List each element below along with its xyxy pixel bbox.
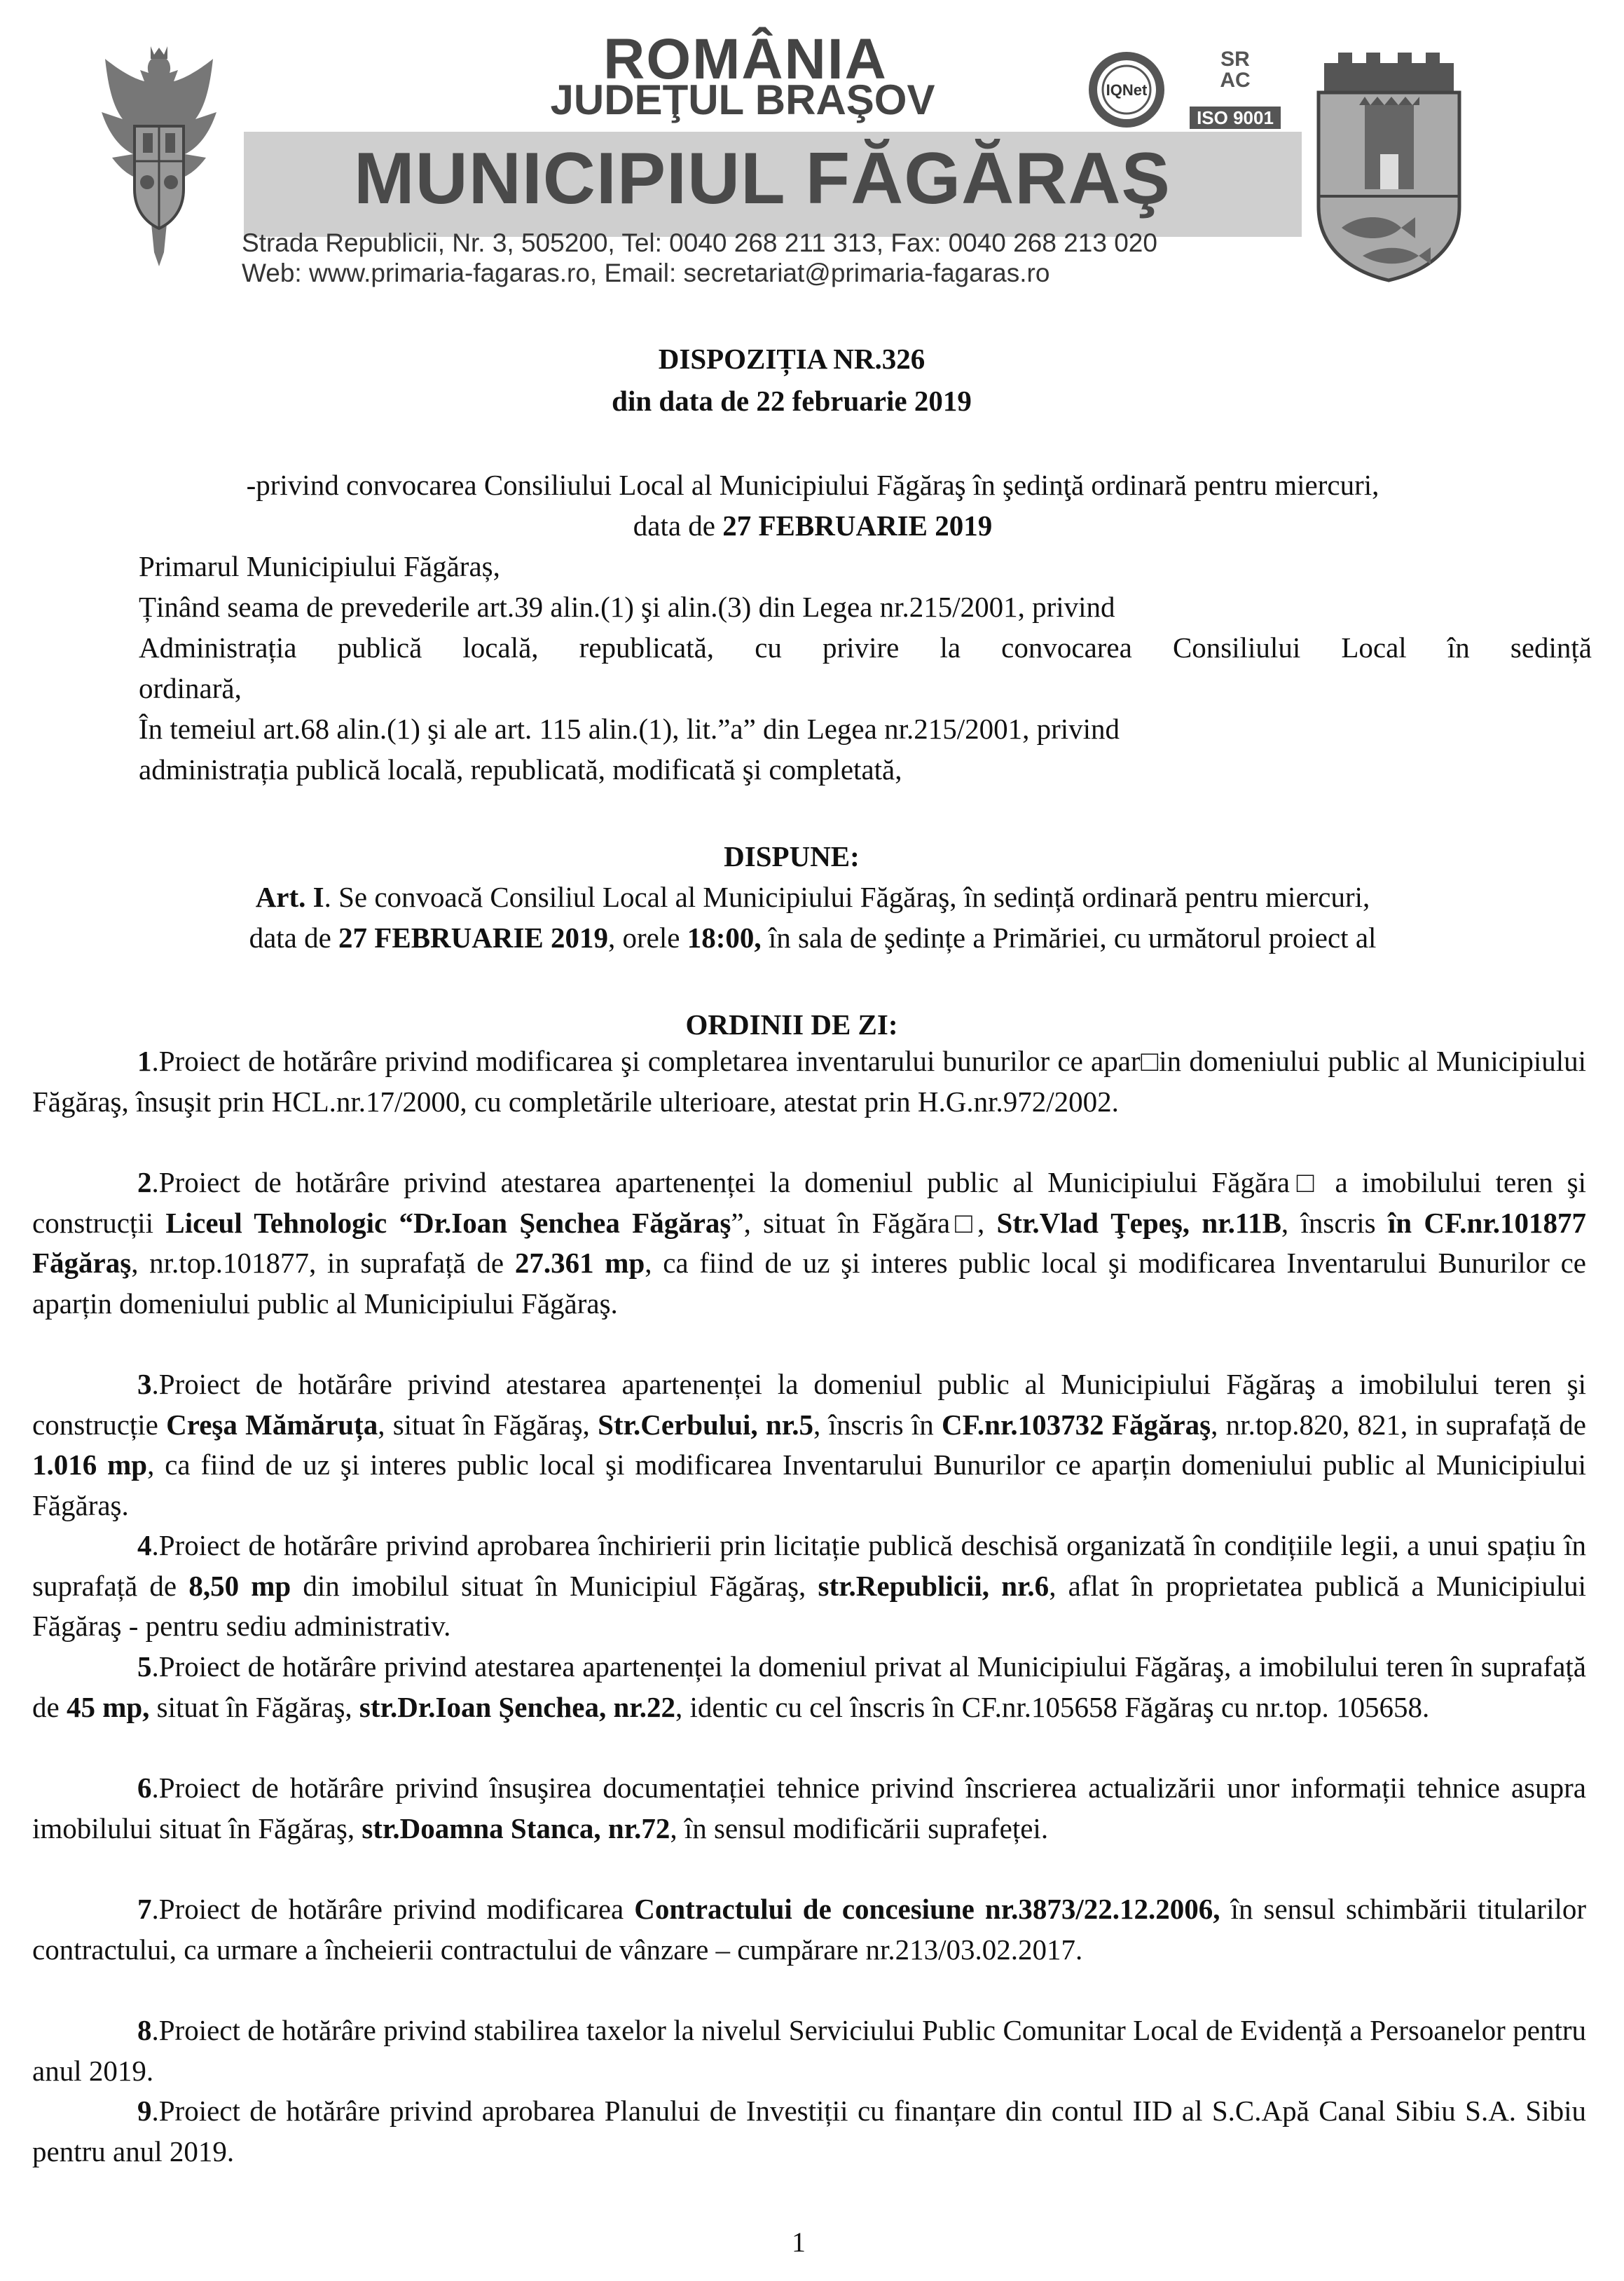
preamble-considering-cont: Administrația publică locală, republicată, cu privire la convocarea Consiliului Local în sedință [139, 631, 1592, 664]
agenda-item-bold: str.Republicii, nr.6 [818, 1569, 1050, 1602]
iqnet-label: IQNet [1106, 81, 1148, 99]
address-line: Strada Republicii, Nr. 3, 505200, Tel: 0040 268 211 313, Fax: 0040 268 213 020 [242, 228, 1157, 257]
agenda-item-3 [32, 1364, 1586, 1526]
agenda-item-bold: 8,50 mp [188, 1569, 291, 1602]
agenda-item-number: 8 [137, 2014, 152, 2046]
agenda-item-text: .Proiect de hotărâre privind aprobarea Planului de Investiții cu finanțare din contul IID al S.C.Apă Canal Sibiu S.A. Sibiu pentru anul 2019. [32, 2095, 1586, 2167]
agenda-item-bold: Str.Vlad Ţepeş, nr.11B [996, 1206, 1281, 1239]
iqnet-seal-icon [1086, 49, 1167, 130]
srac-iso-badge [1190, 49, 1281, 130]
agenda-item-text: , situat în Făgăraş, [378, 1408, 598, 1441]
agenda-item-4 [32, 1526, 1586, 1647]
article-1-time: 18:00, [687, 922, 762, 954]
agenda-item-5 [32, 1647, 1586, 1727]
article-1-date: 27 FEBRUARIE 2019 [338, 922, 609, 954]
agenda-item-text: .Proiect de hotărâre privind aprobarea închirierii prin licitație publică deschisă organizată în condițiile legii, a unui spațiu în suprafață de [32, 1529, 1586, 1602]
dispune-heading: DISPUNE: [724, 840, 860, 872]
article-1-line-2 [28, 921, 1597, 954]
iso-9001-label: ISO 9001 [1190, 107, 1281, 129]
agenda-item-bold: CF.nr.103732 Făgăraş [942, 1408, 1211, 1441]
preamble-basis-cont: administrația publică locală, republicată, modificată şi completată, [139, 753, 902, 786]
document-title: DISPOZIȚIA NR.326 [658, 343, 925, 375]
agenda-item-8 [32, 2011, 1586, 2091]
agenda-item-text: , nr.top.820, 821, in suprafață de [1211, 1408, 1586, 1441]
page-number: 1 [792, 2226, 806, 2258]
agenda-item-text: , înscris în [813, 1408, 942, 1441]
agenda-item-text: .Proiect de hotărâre privind atestarea apartenenței la domeniul privat al Municipiului Făgăraş, a imobilului teren în suprafață de [32, 1650, 1586, 1723]
agenda-item-6 [32, 1768, 1586, 1849]
agenda-item-bold: 27.361 mp [514, 1247, 645, 1279]
agenda-item-bold: Liceul Tehnologic “Dr.Ioan Şenchea Făgăraş [165, 1206, 731, 1239]
agenda-item-text: .Proiect de hotărâre privind însuşirea documentației tehnice privind înscrierea actualizării unor informații tehnice asupra imobilului situat în Făgăraş, [32, 1772, 1586, 1844]
agenda-item-bold: Contractului de concesiune nr.3873/22.12.2006, [634, 1893, 1220, 1925]
contact-block [242, 228, 1157, 288]
agenda-item-bold: 1.016 mp [32, 1448, 148, 1481]
agenda-item-number: 9 [137, 2095, 152, 2127]
article-1-line-1 [28, 880, 1597, 914]
agenda-item-number: 4 [137, 1529, 152, 1561]
agenda-item-number: 6 [137, 1772, 152, 1804]
agenda-item-2 [32, 1163, 1586, 1324]
article-1-text: . Se convoacă Consiliul Local al Municipiului Făgăraş, în sedință ordinară pentru miercuri, [324, 881, 1370, 913]
agenda-item-text: , nr.top.101877, in suprafață de [131, 1247, 515, 1279]
agenda-item-number: 1 [137, 1045, 152, 1077]
agenda-item-bold: Creşa Mămăruța [166, 1408, 378, 1441]
agenda-item-text: .Proiect de hotărâre privind atestarea apartenenței la domeniul public al Municipiului Făgăraş a imobilului teren şi construcție [32, 1368, 1586, 1441]
article-1-location: în sala de şedințe a Primăriei, cu următorul proiect al [761, 922, 1377, 954]
preamble-basis: În temeiul art.68 alin.(1) şi ale art. 115 alin.(1), lit.”a” din Legea nr.215/2001, privind [139, 713, 1120, 745]
preamble-considering: Ținând seama de prevederile art.39 alin.(1) şi alin.(3) din Legea nr.215/2001, privind [139, 591, 1115, 623]
agenda-item-1 [32, 1041, 1586, 1122]
agenda-item-number: 3 [137, 1368, 152, 1400]
county-name: JUDEŢUL BRAŞOV [550, 76, 935, 123]
agenda-item-text: în sensul schimbării titularilor contractului, ca urmare a încheierii contractului de vânzare – cumpărare nr.213/03.02.2017. [32, 1893, 1586, 1966]
iqnet-certification-badge [1086, 49, 1167, 130]
agenda-item-text: ”, situat în Făgăra□, [731, 1206, 997, 1239]
agenda-item-text: .Proiect de hotărâre privind stabilirea taxelor la nivelul Serviciului Public Comunitar Local de Evidență a Persoanelor pentru anul 2019. [32, 2014, 1586, 2087]
srac-top: SR [1220, 48, 1250, 71]
agenda-item-text: .Proiect de hotărâre privind atestarea apartenenței la domeniul public al Municipiului Făgăra□ a imobilului teren şi construcții [32, 1166, 1586, 1239]
subject-date-prefix: data de [633, 509, 723, 542]
subject-line-1: -privind convocarea Consiliului Local al Municipiului Făgăraş în şedinţă ordinară pentru miercuri, [246, 469, 1379, 501]
agenda-item-bold: 45 mp, [66, 1690, 150, 1723]
agenda-item-text: , identic cu cel înscris în CF.nr.105658 Făgăraş cu nr.top. 105658. [675, 1690, 1430, 1723]
agenda-item-bold: în CF.nr.101877 Făgăraş [32, 1206, 1586, 1279]
document-date: din data de 22 februarie 2019 [612, 385, 972, 417]
agenda-item-text: , ca fiind de uz şi interes public local şi modificarea Inventarului Bunurilor ce aparțin domeniului public al Municipiului Făgăraş. [32, 1448, 1586, 1521]
agenda-item-text: , aflat în proprietatea publică a Municipiului Făgăraş - pentru sediu administrativ. [32, 1569, 1586, 1642]
agenda-item-text: .Proiect de hotărâre privind modificarea [151, 1893, 635, 1925]
agenda-item-bold: str.Doamna Stanca, nr.72 [362, 1811, 670, 1844]
romania-coat-of-arms-icon [84, 42, 235, 273]
agenda-heading: ORDINII DE ZI: [685, 1008, 898, 1041]
agenda-item-bold: str.Dr.Ioan Şenchea, nr.22 [359, 1690, 675, 1723]
agenda-item-text: din imobilul situat în Municipiul Făgăraş, [291, 1569, 818, 1602]
web-email-line: Web: www.primaria-fagaras.ro, Email: secretariat@primaria-fagaras.ro [242, 259, 1050, 287]
article-1-label: Art. I [255, 881, 324, 913]
agenda-item-number: 7 [137, 1893, 152, 1925]
letterhead [0, 0, 1624, 294]
article-1-time-prefix: , orele [608, 922, 687, 954]
agenda-item-text: , ca fiind de uz şi interes public local şi modificarea Inventarului Bunurilor ce aparțin domeniului public al Municipiului Făgăraş. [32, 1247, 1586, 1320]
preamble-considering-end: ordinară, [139, 672, 242, 704]
agenda-item-7 [32, 1889, 1586, 1970]
agenda-item-9 [32, 2091, 1586, 2172]
subject-meeting-date: 27 FEBRUARIE 2019 [722, 509, 993, 542]
agenda-item-bold: Str.Cerbului, nr.5 [598, 1408, 813, 1441]
preamble-mayor: Primarul Municipiului Făgăraș, [139, 550, 500, 582]
agenda-item-number: 5 [137, 1650, 152, 1683]
agenda-item-text: , în sensul modificării suprafeței. [670, 1811, 1049, 1844]
agenda-item-text: .Proiect de hotărâre privind modificarea şi completarea inventarului bunurilor ce apar□in domeniului public al Municipiului Făgăraş, însuşit prin HCL.nr.17/2000, cu completările ulterioare, atestat prin H.G.nr.972/2002. [32, 1045, 1586, 1118]
fagaras-coat-of-arms-icon [1310, 49, 1468, 284]
subject-line-2 [28, 509, 1597, 542]
municipality-name: MUNICIPIUL FĂGĂRAŞ [354, 138, 1171, 219]
country-name: ROMÂNIA [603, 27, 888, 91]
article-1-date-prefix: data de [249, 922, 339, 954]
agenda-item-text: situat în Făgăraş, [149, 1690, 359, 1723]
agenda-item-text: , înscris [1281, 1206, 1388, 1239]
agenda-item-number: 2 [137, 1166, 152, 1198]
srac-bottom: AC [1220, 69, 1251, 92]
